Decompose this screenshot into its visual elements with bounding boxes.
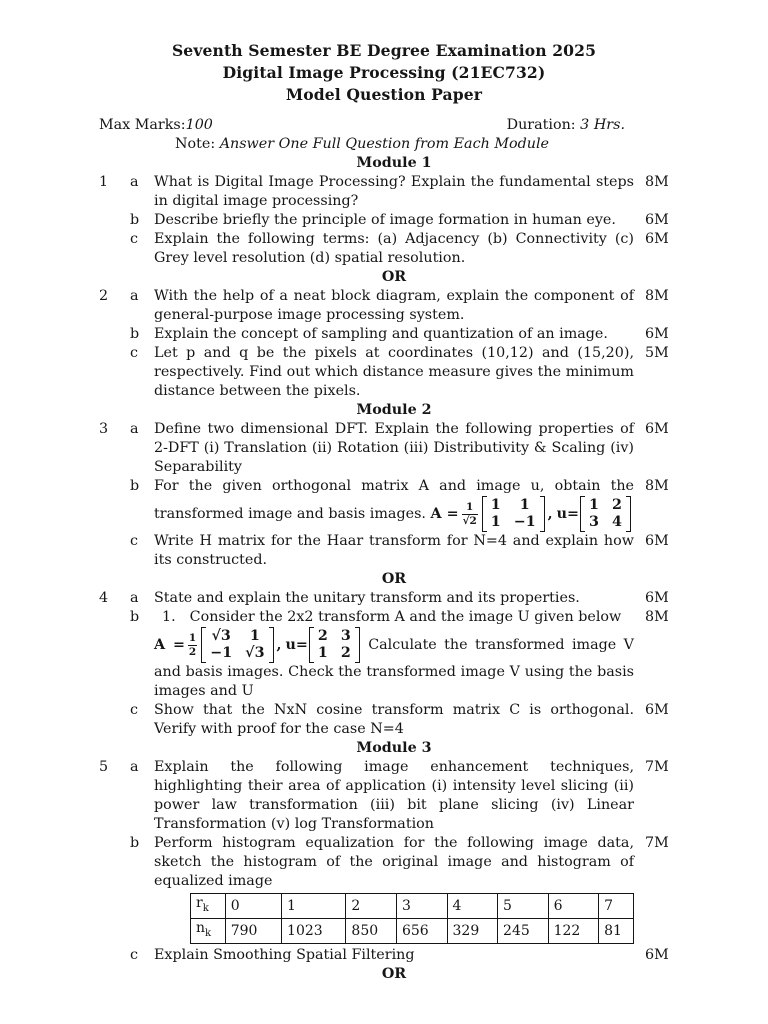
question-text: Let p and q be the pixels at coordinates (10,12) and (15,20), respectively. Find out which distance measure gives the minimum distance between the pixels.: [154, 345, 634, 399]
matrix-cell: 1: [490, 514, 501, 530]
bracket-right: [355, 627, 360, 663]
fraction-numerator: 1: [466, 501, 474, 514]
question-row-2c: [99, 344, 669, 401]
bracket-right: [626, 496, 631, 532]
table-cell: 329: [447, 918, 498, 943]
question-letter: c: [130, 345, 139, 361]
note: [99, 135, 669, 154]
question-text: Explain the concept of sampling and quantization of an image.: [154, 326, 608, 342]
matrix-cell: 1: [249, 628, 260, 644]
fraction-denominator: 2: [188, 645, 197, 658]
question-row-2b: [99, 325, 669, 344]
question-text: [154, 608, 634, 701]
question-letter: c: [130, 946, 139, 963]
matrix-u-label: u=: [556, 506, 580, 522]
matrix-cell: −1: [210, 645, 233, 661]
marks-label: 6M: [645, 212, 669, 228]
question-intro: Consider the 2x2 transform A and the image U given below: [189, 609, 622, 625]
or-separator-2: OR: [381, 571, 407, 587]
marks-label: 6M: [645, 590, 669, 606]
or-separator-1: OR: [381, 269, 407, 285]
matrix-cell: 1: [490, 497, 501, 513]
table-cell: 245: [498, 918, 549, 943]
question-row-4c: [99, 701, 669, 739]
bracket-left: [201, 627, 206, 663]
question-row-4b: [99, 608, 669, 701]
marks-label: 5M: [645, 345, 669, 361]
question-row-5c: [99, 946, 669, 965]
matrix-cell: 2: [317, 628, 328, 644]
fraction: [188, 632, 197, 657]
marks-label: 8M: [645, 288, 669, 304]
question-letter: b: [130, 478, 140, 494]
question-row-1a: [99, 173, 669, 211]
table-cell: 3: [396, 894, 447, 919]
row-label: $n_k$: [191, 918, 226, 943]
exam-title-line-2: Digital Image Processing (21EC732): [222, 63, 546, 82]
question-letter: b: [130, 835, 140, 851]
or-separator-3: OR: [381, 965, 407, 982]
matrix-cell: 3: [589, 514, 599, 530]
table-cell: 0: [225, 894, 281, 919]
matrix-cell: −1: [513, 514, 536, 530]
question-number: 5: [99, 759, 109, 775]
question-letter: c: [130, 702, 139, 718]
note-label: Note:: [175, 136, 220, 152]
question-text: Explain the following image enhancement techniques, highlighting their area of application (i) intensity level slicing (ii) power law transformation (iii) bit plane slicing (iv) Linear Transformation (v) log Transformation: [154, 759, 634, 832]
bracket-right: [540, 496, 545, 532]
marks-label: 8M: [645, 174, 669, 190]
question-text: Describe briefly the principle of image formation in human eye.: [154, 212, 616, 228]
question-letter: a: [130, 421, 139, 437]
question-letter: a: [130, 590, 139, 606]
module-2-heading: Module 2: [356, 402, 432, 418]
question-text: [154, 834, 634, 946]
question-paper: [99, 40, 669, 984]
question-text: With the help of a neat block diagram, explain the component of general-purpose image processing system.: [154, 288, 634, 323]
table-cell: 122: [548, 918, 599, 943]
matrix-cell: 1: [317, 645, 328, 661]
question-text-after-math: Calculate the transformed image V and basis images. Check the transformed image V using the basis images and U: [154, 637, 634, 699]
question-letter: b: [130, 609, 140, 625]
matrix-u-label: u=: [285, 637, 308, 653]
marks-label: 6M: [645, 533, 669, 549]
table-cell: 850: [346, 918, 397, 943]
matrix-cell: 2: [611, 497, 622, 513]
matrix-a-label: A =: [154, 637, 185, 653]
bracket-left: [482, 496, 487, 532]
matrix-cell: 1: [519, 497, 530, 513]
marks-label: 8M: [645, 609, 669, 625]
table-cell: 7: [599, 894, 634, 919]
note-value: Answer One Full Question from Each Module: [219, 136, 549, 152]
marks-label: 6M: [645, 326, 669, 342]
matrix-cell: √3: [211, 628, 231, 644]
question-math-line: [154, 627, 634, 701]
histogram-data-table: [190, 893, 634, 944]
bracket-left: [309, 627, 314, 663]
question-text: Explain Smoothing Spatial Filtering: [154, 946, 415, 963]
bracket-left: [580, 496, 585, 532]
row-label: $r_k$: [191, 894, 226, 919]
exam-title-line-3: Model Question Paper: [285, 85, 483, 104]
question-row-3c: [99, 532, 669, 570]
table-row-nk: [191, 918, 634, 943]
table-cell: 6: [548, 894, 599, 919]
question-row-5b: [99, 834, 669, 946]
table-row-rk: [191, 894, 634, 919]
question-text: [154, 477, 634, 532]
max-marks-label: Max Marks:: [99, 117, 186, 133]
question-letter: a: [130, 759, 139, 775]
question-row-5a: [99, 758, 669, 834]
table-cell: 4: [447, 894, 498, 919]
question-letter: b: [130, 212, 140, 228]
marks-label: 6M: [645, 421, 669, 437]
table-cell: 790: [225, 918, 281, 943]
question-text: Define two dimensional DFT. Explain the following properties of 2-DFT (i) Translation (ii) Rotation (iii) Distributivity & Scaling (iv) Separability: [154, 421, 634, 475]
module-1-heading: Module 1: [356, 155, 432, 171]
matrix-cell: 4: [611, 514, 622, 530]
matrix-u: [580, 496, 631, 532]
question-text-body: Perform histogram equalization for the following image data, sketch the histogram of the original image and histogram of equalized image: [154, 835, 634, 889]
marks-label: 6M: [645, 702, 669, 718]
question-row-2a: [99, 287, 669, 325]
bracket-right: [269, 627, 274, 663]
matrix-cell: √3: [245, 645, 265, 661]
max-marks-value: 100: [185, 117, 213, 133]
question-letter: a: [130, 288, 139, 304]
comma: ,: [547, 506, 553, 522]
module-3-heading: Module 3: [356, 740, 432, 756]
matrix-cell: 1: [589, 497, 599, 513]
question-text-body: For the given orthogonal matrix A and image u, obtain the transformed image and basis images.: [154, 478, 634, 522]
fraction: [462, 501, 478, 526]
marks-label: 6M: [645, 946, 669, 963]
table-cell: 2: [346, 894, 397, 919]
question-text: Write H matrix for the Haar transform for N=4 and explain how its constructed.: [154, 533, 634, 568]
question-letter: b: [130, 326, 140, 342]
table-cell: 81: [599, 918, 634, 943]
meta-row: [99, 116, 669, 135]
marks-label: 7M: [645, 759, 669, 775]
question-letter: c: [130, 533, 139, 549]
marks-label: 6M: [645, 231, 669, 247]
question-text: Explain the following terms: (a) Adjacency (b) Connectivity (c) Grey level resolution (d) spatial resolution.: [154, 231, 634, 266]
matrix-a: [201, 627, 273, 663]
matrix-u: [309, 627, 360, 663]
table-cell: 656: [396, 918, 447, 943]
question-number: 1: [99, 174, 109, 190]
marks-label: 7M: [645, 835, 669, 851]
list-number: 1.: [162, 609, 176, 625]
exam-title-line-1: Seventh Semester BE Degree Examination 2025: [171, 41, 597, 60]
question-number: 2: [99, 288, 109, 304]
matrix-cell: 3: [340, 628, 351, 644]
max-marks: [99, 116, 213, 135]
question-number: 4: [99, 590, 109, 606]
matrix-a-label: A =: [430, 506, 459, 522]
fraction-denominator: √2: [462, 514, 477, 527]
question-letter: a: [130, 174, 139, 190]
question-text: Show that the NxN cosine transform matrix C is orthogonal. Verify with proof for the case N=4: [154, 702, 634, 737]
question-row-4a: [99, 589, 669, 608]
table-cell: 5: [498, 894, 549, 919]
duration-value: 3 Hrs.: [580, 117, 625, 133]
question-text: What is Digital Image Processing? Explain the fundamental steps in digital image processing?: [154, 174, 634, 209]
question-row-3a: [99, 420, 669, 477]
matrix-a: [482, 496, 545, 532]
table-cell: 1: [282, 894, 346, 919]
question-row-3b: [99, 477, 669, 532]
question-intro-line: [154, 608, 634, 627]
question-letter: c: [130, 231, 139, 247]
fraction-numerator: 1: [188, 632, 197, 645]
exam-header: [99, 40, 669, 106]
matrix-cell: 2: [340, 645, 351, 661]
question-row-1b: [99, 211, 669, 230]
comma: ,: [276, 637, 282, 653]
duration-label: Duration:: [506, 117, 581, 133]
duration: [507, 116, 625, 135]
question-row-1c: [99, 230, 669, 268]
question-number: 3: [99, 421, 109, 437]
marks-label: 8M: [645, 478, 669, 494]
question-text: State and explain the unitary transform and its properties.: [154, 590, 580, 606]
table-cell: 1023: [282, 918, 346, 943]
